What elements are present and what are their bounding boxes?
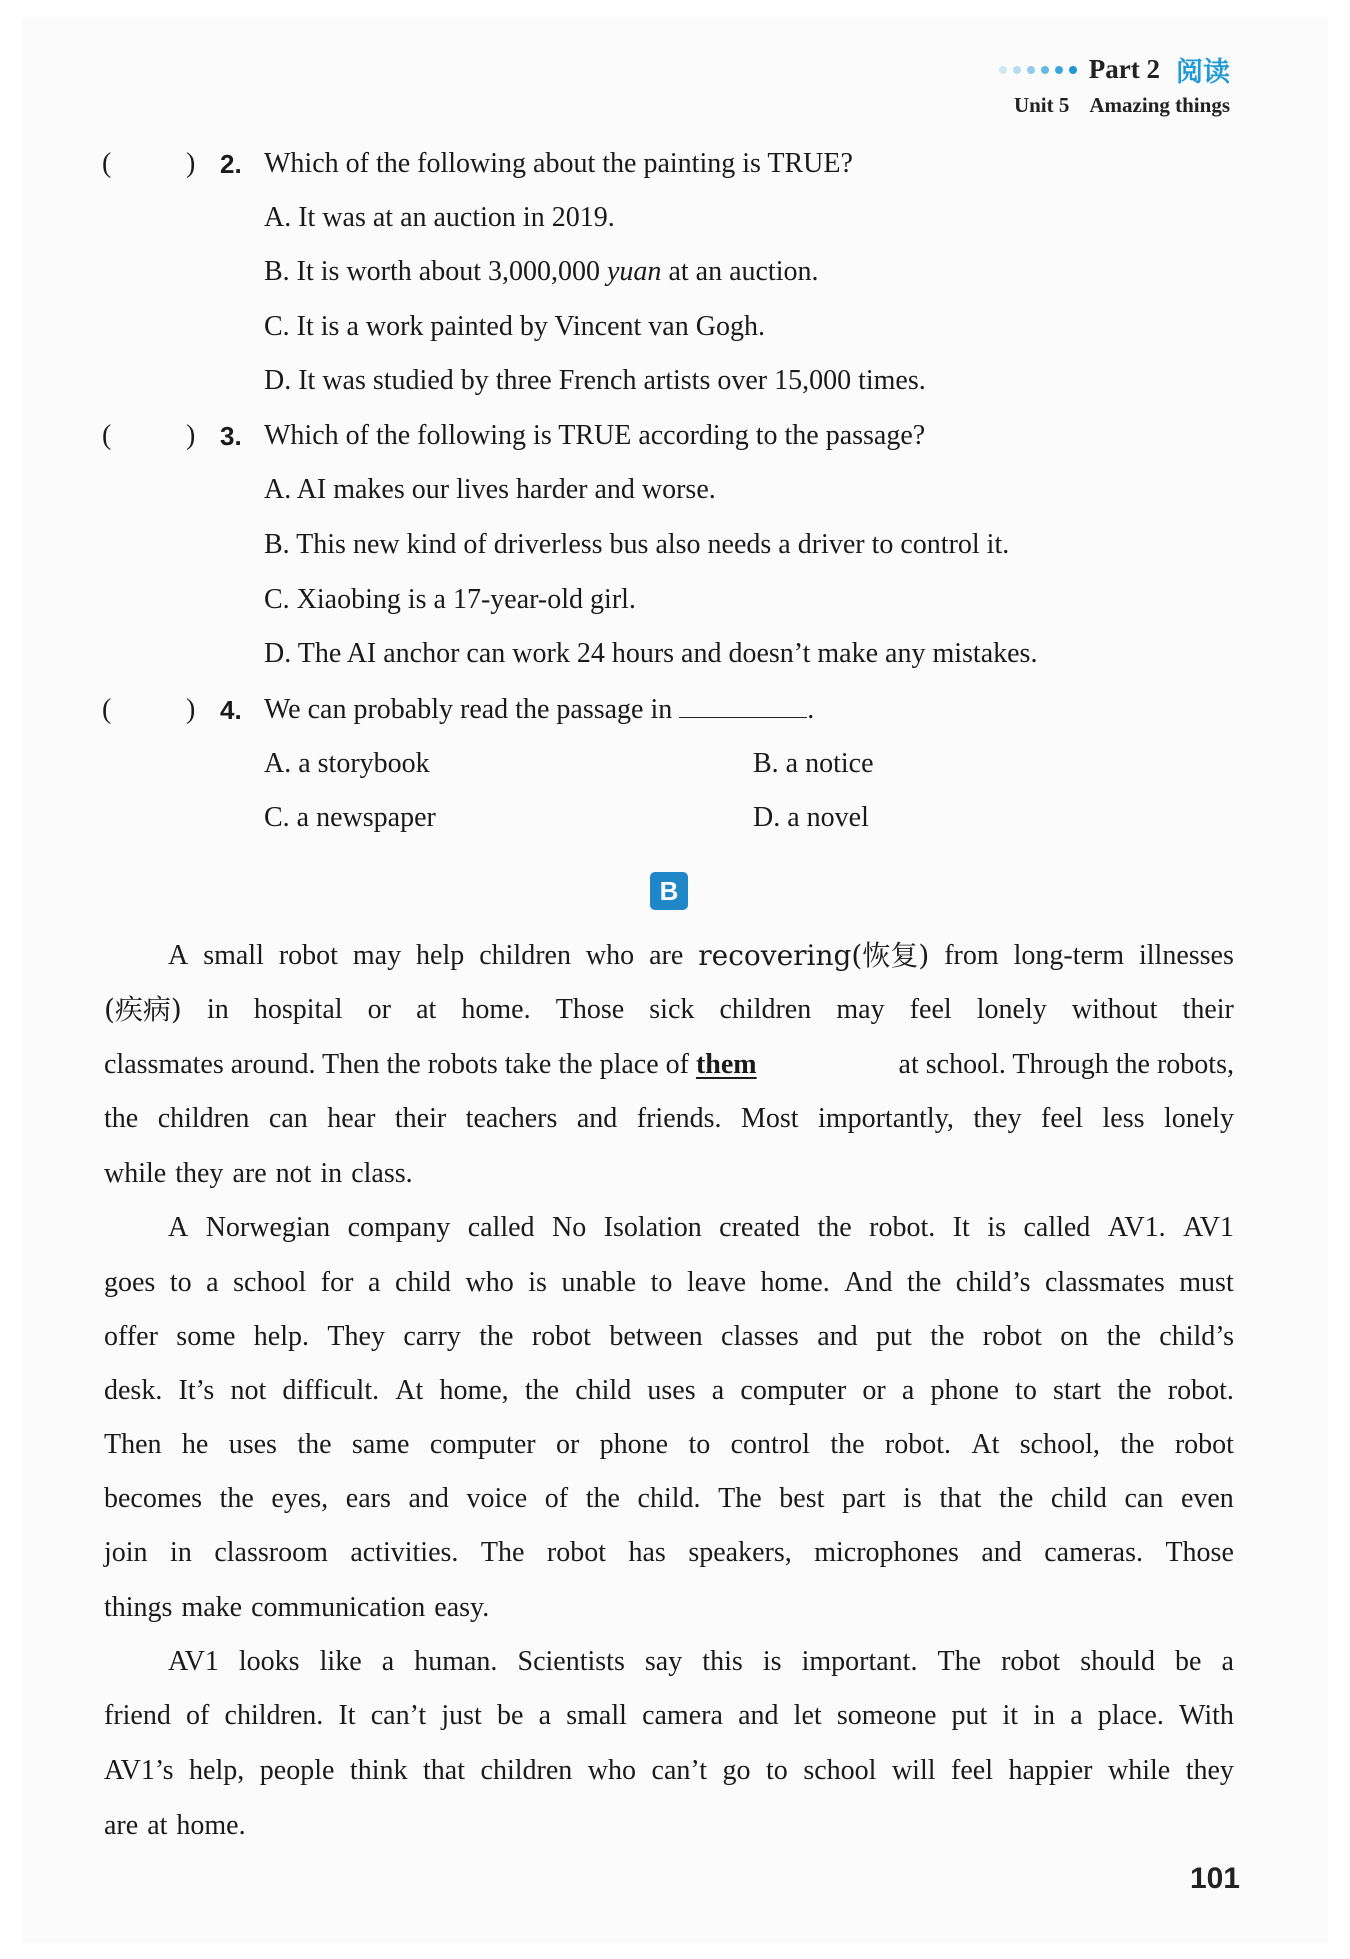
passage-word: same xyxy=(351,1429,410,1460)
passage-word: to xyxy=(169,1267,192,1298)
passage-word: goes xyxy=(104,1267,156,1298)
passage-word: child xyxy=(394,1267,451,1298)
option-3c: C. Xiaobing is a 17-year-old girl. xyxy=(264,584,636,615)
passage-word: of xyxy=(544,1483,569,1514)
passage-word: school xyxy=(233,1267,307,1298)
question-number: 2. xyxy=(220,149,242,179)
passage-word: he xyxy=(181,1429,209,1460)
passage-word: robot xyxy=(278,940,338,971)
passage-word: feel xyxy=(909,994,952,1025)
option-4c: C. a newspaper xyxy=(264,802,436,833)
passage-word: some xyxy=(176,1321,236,1352)
passage-word: may xyxy=(836,994,885,1025)
passage-word: be xyxy=(497,1700,524,1731)
option-3b: B. This new kind of driverless bus also needs a driver to control it. xyxy=(264,529,1010,560)
passage-word: even xyxy=(1180,1483,1234,1514)
passage-word: Those xyxy=(555,994,625,1025)
option-2c: C. It is a work painted by Vincent van Gogh. xyxy=(264,311,765,342)
passage-word: to xyxy=(766,1755,788,1786)
passage-word: robot xyxy=(546,1537,607,1568)
passage-word: feel xyxy=(1041,1103,1084,1134)
passage-word: the xyxy=(219,1483,254,1514)
passage-line xyxy=(104,1425,1234,1465)
passage-word: children xyxy=(480,1755,573,1786)
answer-paren-close: ) xyxy=(186,148,196,179)
passage-word: lonely xyxy=(976,994,1047,1025)
passage-word: should xyxy=(1080,1646,1155,1677)
passage-word: a xyxy=(901,1375,915,1406)
passage-word: the xyxy=(830,1429,865,1460)
passage-word: Norwegian xyxy=(205,1212,331,1243)
option-4d: D. a novel xyxy=(753,802,869,833)
passage-word: and xyxy=(817,1321,858,1352)
line-text: at school. Through the robots, xyxy=(891,1049,1234,1080)
passage-word: recovering(恢复) xyxy=(698,939,930,972)
passage-word: are xyxy=(649,940,684,971)
passage-word: leave xyxy=(686,1267,746,1298)
passage-word: teachers xyxy=(465,1103,558,1134)
passage-word: this xyxy=(702,1646,743,1677)
passage-word: children. xyxy=(224,1700,324,1731)
passage-line xyxy=(104,1208,1234,1248)
passage-word: looks xyxy=(238,1646,300,1677)
passage-word: A xyxy=(168,940,189,971)
passage-word: computer xyxy=(429,1429,536,1460)
passage-word: a xyxy=(1221,1646,1234,1677)
question-number: 4. xyxy=(220,695,242,725)
passage-word: the xyxy=(585,1483,620,1514)
passage-word: company xyxy=(347,1212,451,1243)
highlighted-word-them: them xyxy=(695,1049,757,1080)
passage-word: let xyxy=(793,1700,822,1731)
unit-title: Amazing things xyxy=(1089,93,1230,117)
dot-5 xyxy=(1055,66,1063,74)
passage-word: help. xyxy=(253,1321,310,1352)
passage-line xyxy=(104,990,1234,1030)
passage-line xyxy=(104,1533,1234,1573)
answer-paren-open: ( xyxy=(102,694,112,725)
passage-word: the xyxy=(999,1483,1034,1514)
passage-word: at xyxy=(416,994,437,1025)
option-2a: A. It was at an auction in 2019. xyxy=(264,202,615,233)
passage-word: and xyxy=(981,1537,1022,1568)
passage-word: speakers, xyxy=(688,1537,792,1568)
line-text: classmates around. Then the robots take the place of xyxy=(104,1049,696,1080)
unit-label: Unit 5 xyxy=(1013,93,1070,117)
passage-word: importantly, xyxy=(818,1103,954,1134)
passage-line xyxy=(104,1751,1234,1791)
passage-word: home, xyxy=(439,1375,509,1406)
passage-word: AV1’s xyxy=(104,1755,174,1786)
passage-word: children xyxy=(479,940,571,971)
option-text: B. It is worth about 3,000,000 xyxy=(264,256,607,287)
section-label-badge: B xyxy=(650,872,688,910)
passage-line xyxy=(104,1696,1234,1736)
page-header xyxy=(999,50,1230,118)
passage-word: can’t xyxy=(370,1700,427,1731)
passage-word: camera xyxy=(642,1700,723,1731)
passage-word: make xyxy=(181,1592,243,1623)
passage-word: communication xyxy=(251,1592,426,1623)
unit-line xyxy=(999,93,1230,118)
passage-word: the xyxy=(1120,1429,1155,1460)
passage-word: without xyxy=(1071,994,1158,1025)
passage-word: or xyxy=(555,1429,580,1460)
passage-word: small xyxy=(566,1700,627,1731)
passage-word: child’s xyxy=(1159,1321,1234,1352)
passage-word: is xyxy=(903,1483,922,1514)
passage-word: carry xyxy=(403,1321,461,1352)
passage-word: and xyxy=(576,1103,618,1134)
passage-word: Then xyxy=(104,1429,162,1460)
passage-word: difficult. xyxy=(282,1375,380,1406)
passage-word: robot xyxy=(982,1321,1042,1352)
answer-paren-open: ( xyxy=(102,148,112,179)
passage-word: uses xyxy=(647,1375,696,1406)
passage-word: children xyxy=(719,994,812,1025)
passage-word: not xyxy=(230,1375,267,1406)
passage-word: and xyxy=(738,1700,779,1731)
dot-6 xyxy=(1069,66,1077,74)
passage-word: or xyxy=(862,1375,886,1406)
passage-word: that xyxy=(423,1755,465,1786)
answer-paren-open: ( xyxy=(102,420,112,451)
option-text: at an auction. xyxy=(661,256,819,287)
passage-word: The xyxy=(937,1646,982,1677)
passage-word: may xyxy=(352,940,402,971)
passage-word: Those xyxy=(1165,1537,1234,1568)
passage-word: friends. xyxy=(636,1103,722,1134)
passage-word: a xyxy=(367,1267,381,1298)
passage-word: less xyxy=(1102,1103,1145,1134)
section-title-zh: 阅读 xyxy=(1176,57,1230,88)
passage-word: a xyxy=(711,1375,725,1406)
decorative-dots xyxy=(999,66,1077,74)
question-number: 3. xyxy=(220,421,242,451)
option-italic: yuan xyxy=(607,256,662,287)
passage-word: easy. xyxy=(434,1592,490,1623)
passage-word: for xyxy=(320,1267,354,1298)
passage-word: must xyxy=(1179,1267,1234,1298)
passage-word: Scientists xyxy=(517,1646,625,1677)
passage-line xyxy=(104,1806,1234,1846)
passage-word: is xyxy=(762,1646,782,1677)
passage-word: the xyxy=(817,1212,852,1243)
passage-word: robot xyxy=(1174,1429,1234,1460)
passage-word: things xyxy=(104,1592,173,1623)
passage-word: uses xyxy=(228,1429,277,1460)
passage-word: the xyxy=(524,1375,560,1406)
passage-word: it xyxy=(1002,1700,1019,1731)
passage-word: are xyxy=(232,1158,267,1189)
question-stem: Which of the following about the painting is TRUE? xyxy=(264,148,853,179)
passage-word: people xyxy=(259,1755,335,1786)
passage-word: child. xyxy=(637,1483,701,1514)
passage-word: They xyxy=(327,1321,385,1352)
answer-paren-close: ) xyxy=(186,694,196,725)
passage-word: while xyxy=(1107,1755,1171,1786)
passage-word: Most xyxy=(741,1103,799,1134)
part-label: Part 2 xyxy=(1088,54,1160,84)
passage-word: say xyxy=(644,1646,683,1677)
passage-word: the xyxy=(479,1321,514,1352)
passage-word: someone xyxy=(836,1700,937,1731)
passage-word: the xyxy=(930,1321,965,1352)
passage-word: are xyxy=(104,1810,139,1841)
passage-word: of xyxy=(186,1700,210,1731)
passage-word: a xyxy=(381,1646,395,1677)
passage-word: on xyxy=(1060,1321,1089,1352)
passage-line xyxy=(104,1045,1234,1085)
passage-word: human. xyxy=(414,1646,498,1677)
passage-word: computer xyxy=(740,1375,847,1406)
passage-word: can’t xyxy=(651,1755,707,1786)
option-2b xyxy=(264,252,819,292)
passage-word: or xyxy=(367,994,391,1025)
passage-word: home. xyxy=(176,1810,246,1841)
dot-4 xyxy=(1041,66,1049,74)
passage-word: to xyxy=(650,1267,673,1298)
passage-line xyxy=(104,1263,1234,1303)
passage-word: in xyxy=(170,1537,192,1568)
passage-word: With xyxy=(1179,1700,1234,1731)
passage-word: unable xyxy=(561,1267,637,1298)
passage-word: help, xyxy=(189,1755,245,1786)
dot-3 xyxy=(1027,66,1035,74)
passage-word: who xyxy=(585,940,635,971)
passage-word: A xyxy=(168,1212,189,1243)
passage-word: put xyxy=(951,1700,988,1731)
passage-word: cameras. xyxy=(1044,1537,1143,1568)
passage-word: join xyxy=(104,1537,148,1568)
passage-word: in xyxy=(1033,1700,1056,1731)
passage-word: sick xyxy=(649,994,695,1025)
passage-word: while xyxy=(104,1158,167,1189)
passage-word: AV1 xyxy=(168,1646,219,1677)
passage-word: microphones xyxy=(814,1537,959,1568)
passage-word: at xyxy=(147,1810,168,1841)
passage-word: from xyxy=(944,940,999,971)
passage-word: they xyxy=(1185,1755,1234,1786)
passage-word: and xyxy=(408,1483,449,1514)
passage-word: illnesses xyxy=(1139,940,1234,971)
passage-word: important. xyxy=(801,1646,918,1677)
passage-word: not xyxy=(275,1158,312,1189)
passage-word: the xyxy=(297,1429,332,1460)
passage-word: small xyxy=(203,940,264,971)
passage-word: The xyxy=(718,1483,762,1514)
passage-word: becomes xyxy=(104,1483,202,1514)
passage-line xyxy=(104,936,1234,976)
passage-word: called xyxy=(467,1212,535,1243)
stem-text: We can probably read the passage in xyxy=(264,694,673,725)
passage-word: their xyxy=(1182,994,1234,1025)
passage-line xyxy=(104,1479,1234,1519)
answer-blank[interactable] xyxy=(679,691,807,718)
passage-word: be xyxy=(1175,1646,1202,1677)
passage-word: The xyxy=(480,1537,525,1568)
passage-word: At xyxy=(395,1375,424,1406)
passage-word: home. xyxy=(461,994,531,1025)
passage-word: It’s xyxy=(178,1375,215,1406)
passage-word: who xyxy=(465,1267,514,1298)
passage-word: long-term xyxy=(1013,940,1125,971)
passage-word: ears xyxy=(345,1483,391,1514)
passage-word: start xyxy=(1053,1375,1102,1406)
passage-word: the xyxy=(907,1267,942,1298)
passage-word: can xyxy=(268,1103,308,1134)
passage-word: place. xyxy=(1097,1700,1164,1731)
passage-word: happier xyxy=(1008,1755,1093,1786)
passage-word: that xyxy=(939,1483,982,1514)
passage-word: friend xyxy=(104,1700,171,1731)
passage-word: in xyxy=(206,994,229,1025)
passage-word: to xyxy=(1015,1375,1037,1406)
option-4b: B. a notice xyxy=(753,748,874,779)
passage-word: in xyxy=(320,1158,343,1189)
passage-word: activities. xyxy=(350,1537,459,1568)
passage-word: help xyxy=(416,940,465,971)
passage-word: And xyxy=(844,1267,893,1298)
passage-word: they xyxy=(973,1103,1022,1134)
passage-word: child’s xyxy=(955,1267,1031,1298)
passage-word: is xyxy=(987,1212,1006,1243)
dot-1 xyxy=(999,66,1007,74)
question-stem xyxy=(264,690,814,730)
passage-word: part xyxy=(842,1483,886,1514)
passage-line xyxy=(104,1099,1234,1139)
passage-word: eyes, xyxy=(271,1483,329,1514)
passage-word: the xyxy=(1106,1321,1141,1352)
passage-word: robot. xyxy=(1167,1375,1234,1406)
passage-word: put xyxy=(876,1321,912,1352)
passage-line xyxy=(104,1642,1234,1682)
passage-word: called xyxy=(1023,1212,1091,1243)
passage-word: the xyxy=(1117,1375,1152,1406)
passage-line xyxy=(104,1317,1234,1357)
passage-word: children xyxy=(157,1103,250,1134)
passage-word: AV1. xyxy=(1107,1212,1166,1243)
passage-word: hospital xyxy=(253,994,343,1025)
passage-word: No xyxy=(552,1212,587,1243)
passage-word: control xyxy=(730,1429,810,1460)
option-4a: A. a storybook xyxy=(264,748,430,779)
passage-word: classmates xyxy=(1045,1267,1165,1298)
passage-word: phone xyxy=(599,1429,669,1460)
passage-word: school xyxy=(803,1755,877,1786)
passage-word: will xyxy=(891,1755,936,1786)
passage-word: classes xyxy=(721,1321,799,1352)
option-2d: D. It was studied by three French artists over 15,000 times. xyxy=(264,365,926,396)
passage-word: class. xyxy=(351,1158,413,1189)
answer-paren-close: ) xyxy=(186,420,196,451)
passage-word: school, xyxy=(1019,1429,1100,1460)
passage-word: (疾病) xyxy=(104,993,182,1026)
passage-word: child xyxy=(575,1375,632,1406)
passage-word: At xyxy=(971,1429,1000,1460)
passage-word: robot. xyxy=(884,1429,952,1460)
question-stem: Which of the following is TRUE according to the passage? xyxy=(264,420,926,451)
passage-word: offer xyxy=(104,1321,158,1352)
passage-line xyxy=(104,1154,1234,1194)
passage-word: just xyxy=(441,1700,482,1731)
passage-word: the xyxy=(104,1103,139,1134)
passage-word: their xyxy=(394,1103,447,1134)
passage-word: a xyxy=(206,1267,219,1298)
passage-word: robot. xyxy=(869,1212,936,1243)
page-number: 101 xyxy=(1189,1862,1240,1895)
passage-word: is xyxy=(528,1267,547,1298)
option-3a: A. AI makes our lives harder and worse. xyxy=(264,474,716,505)
passage-word: robot xyxy=(1001,1646,1061,1677)
passage-word: best xyxy=(779,1483,825,1514)
passage-word: lonely xyxy=(1163,1103,1234,1134)
passage-word: phone xyxy=(930,1375,999,1406)
passage-word: like xyxy=(319,1646,362,1677)
passage-word: It xyxy=(338,1700,356,1731)
passage-word: feel xyxy=(951,1755,993,1786)
passage-word: It xyxy=(952,1212,970,1243)
passage-word: think xyxy=(349,1755,408,1786)
passage-line xyxy=(104,1371,1234,1411)
passage-word: to xyxy=(688,1429,711,1460)
passage-word: AV1 xyxy=(1183,1212,1234,1243)
passage-word: who xyxy=(587,1755,637,1786)
passage-word: a xyxy=(1070,1700,1083,1731)
passage-word: hear xyxy=(327,1103,376,1134)
passage-word: child xyxy=(1050,1483,1107,1514)
passage-word: can xyxy=(1124,1483,1164,1514)
passage-word: robot xyxy=(531,1321,591,1352)
passage-word: voice xyxy=(466,1483,528,1514)
passage-word: created xyxy=(719,1212,800,1243)
passage-word: has xyxy=(628,1537,666,1568)
passage-line xyxy=(104,1588,1234,1628)
passage-word: they xyxy=(175,1158,224,1189)
passage-word: Isolation xyxy=(603,1212,702,1243)
passage-word: home. xyxy=(760,1267,830,1298)
passage-word: desk. xyxy=(104,1375,163,1406)
passage-word: between xyxy=(609,1321,703,1352)
passage-word: classroom xyxy=(214,1537,328,1568)
passage-word: go xyxy=(722,1755,751,1786)
passage-word: a xyxy=(538,1700,552,1731)
dot-2 xyxy=(1013,66,1021,74)
option-3d: D. The AI anchor can work 24 hours and doesn’t make any mistakes. xyxy=(264,638,1038,669)
stem-end: . xyxy=(807,694,815,725)
header-part-line xyxy=(999,50,1230,89)
